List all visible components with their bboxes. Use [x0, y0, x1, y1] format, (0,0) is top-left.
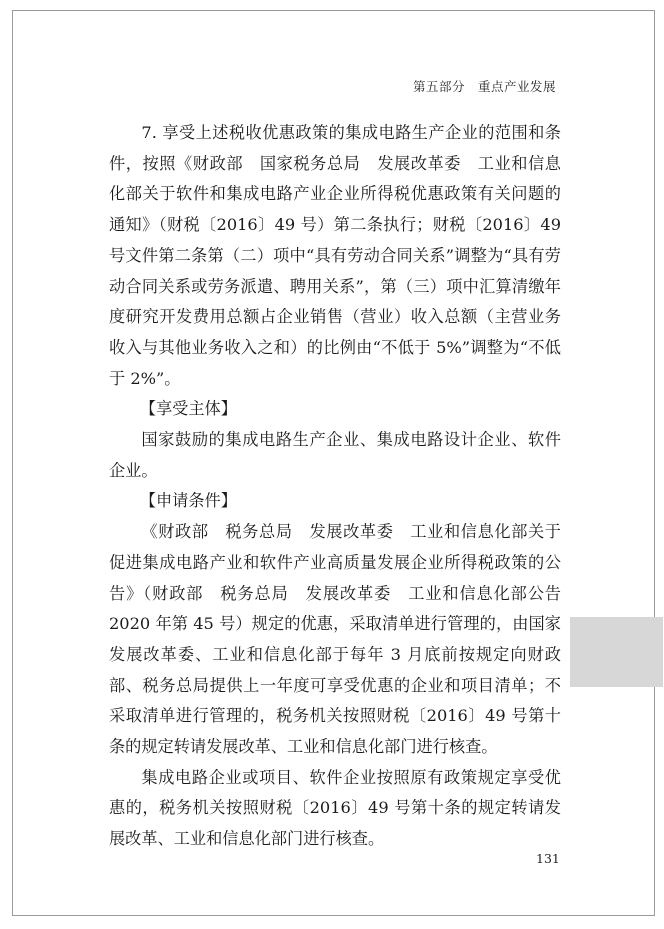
page-number: 131 — [536, 851, 560, 866]
running-header: 第五部分 重点产业发展 — [412, 79, 556, 94]
body-text — [109, 118, 561, 855]
section-heading-beneficiary: 【享受主体】 — [139, 399, 237, 419]
section-side-tab — [570, 617, 663, 687]
paragraph-verification: 集成电路企业或项目、软件企业按照原有政策规定享受优惠的，税务机关按照财税〔2016〕49 号第十条的规定转请发展改革、工业和信息化部门进行核查。 — [109, 767, 561, 849]
paragraph-beneficiary: 国家鼓励的集成电路生产企业、集成电路设计企业、软件企业。 — [109, 430, 561, 480]
paragraph-policy-scope: 7. 享受上述税收优惠政策的集成电路生产企业的范围和条件，按照《财政部 国家税务总局 发展改革委 工业和信息化部关于软件和集成电路产业企业所得税优惠政策有关问题的通知》（财税〔2016〕49 号）第二条执行；财税〔2016〕49 号文件第二条第（二）项中“具有劳动合同关系”调整为“具有劳动合同关系或劳务派遣、聘用关系”，第（三）项中汇算清缴年度研究开发费用总额占企业销售（营业）收入总额（主营业务收入与其他业务收入之和）的比例由“不低于 5%”调整为“不低于 2%”。 — [109, 123, 561, 388]
paragraph-conditions: 《财政部 税务总局 发展改革委 工业和信息化部关于促进集成电路产业和软件产业高质量发展企业所得税政策的公告》（财政部 税务总局 发展改革委 工业和信息化部公告 2020 年第 45 号）规定的优惠，采取清单进行管理的，由国家发展改革委、工业和信息化部于每年 3 月底前按规定向财政部、税务总局提供上一年度可享受优惠的企业和项目清单；不采取清单进行管理的，税务机关按照财税〔2016〕49 号第十条的规定转请发展改革、工业和信息化部门进行核查。 — [109, 522, 561, 757]
section-heading-conditions: 【申请条件】 — [139, 491, 237, 511]
